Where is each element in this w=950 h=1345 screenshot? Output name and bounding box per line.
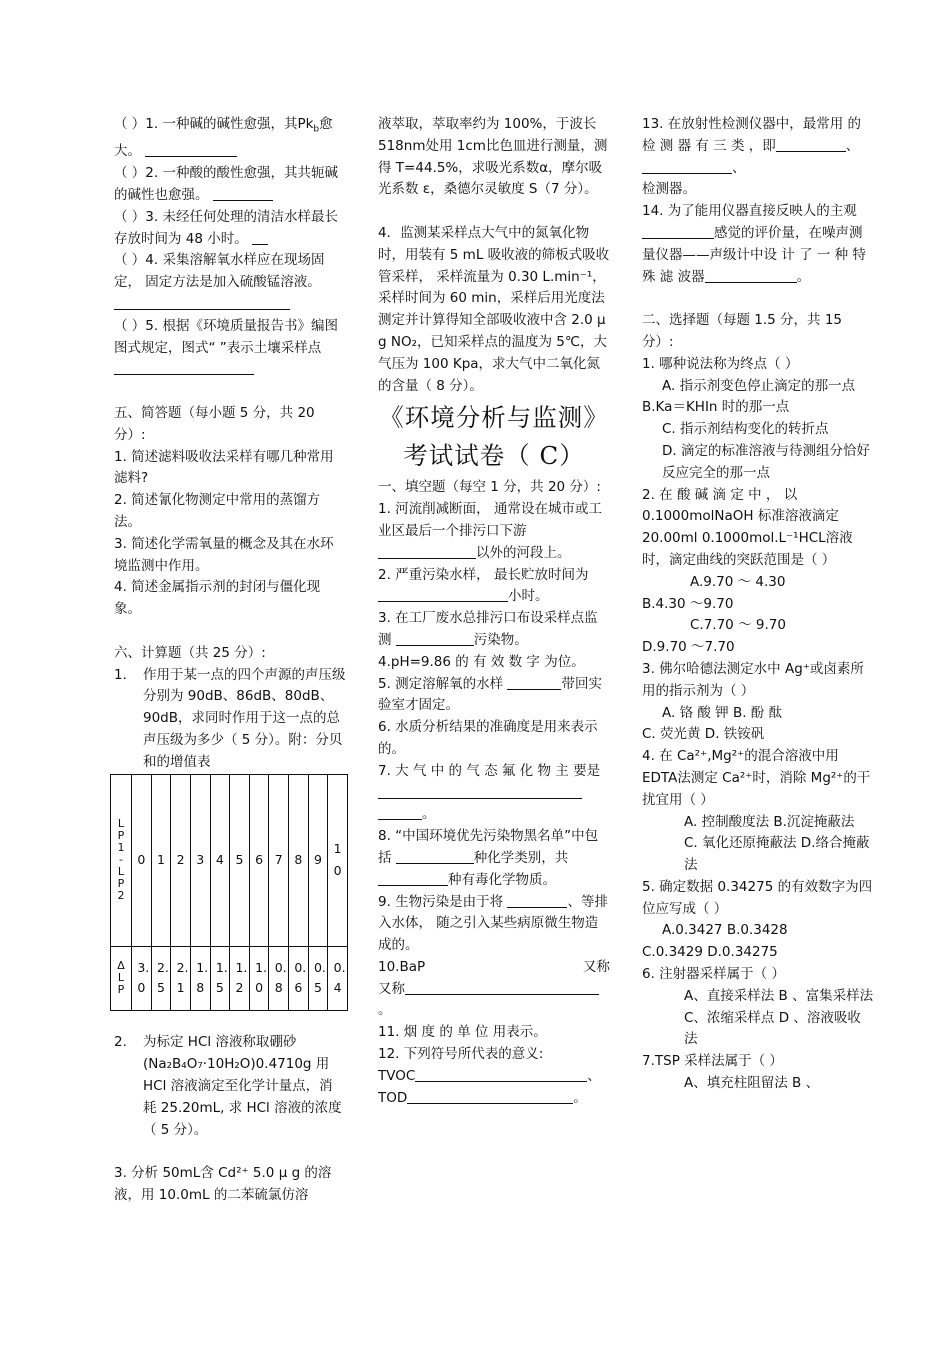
fill-3: 3. 在工厂废水总排污口布设采样点监测 污染物。 <box>378 610 598 648</box>
calc-3-start: 3. 分析 50mL含 Cd²⁺ 5.0 μ g 的溶液，用 10.0mL 的二苯硫氯仿溶 <box>114 1165 332 1203</box>
fill-1: 1. 河流削减断面， 通常设在城市或工业区最后一个排污口下游 以外的河段上。 <box>378 501 602 561</box>
decibel-table <box>110 774 348 1011</box>
table-header-delta-lp: ΔLP <box>111 946 132 1010</box>
table-cell: 3.0 <box>132 946 152 1010</box>
table-cell: 6 <box>249 774 269 946</box>
fill-6: 6. 水质分析结果的准确度是用来表示的。 <box>378 719 598 757</box>
calc-3-continued: 液萃取，萃取率约为 100%，于波长 518nm处用 1cm比色皿进行测量，测得 T=44.5%，求吸光系数α，摩尔吸光系数 ε，桑德尔灵敏度 S（7 分）。 <box>378 116 608 198</box>
choice-2-option-b: B.4.30 ～9.70 <box>642 595 734 612</box>
fill-12: 12. 下列符号所代表的意义: <box>378 1046 544 1063</box>
choice-2-option-d: D.9.70 ～7.70 <box>642 639 735 656</box>
choice-4-options-cd: C. 氧化还原掩蔽法 D.络合掩蔽法 <box>684 835 870 874</box>
table-header-lp-diff: LP1-LP2 <box>111 774 132 946</box>
choice-1-option-c: C. 指示剂结构变化的转折点 <box>662 421 829 438</box>
calc-4: 4．监测某采样点大气中的氮氧化物时，用装有 5 mL 吸收液的筛板式吸收管采样， 采样流量为 0.30 L.min⁻¹，采样时间为 60 min，采样后用光度法测定并计算得知全部吸收液中含 2.0 μ g NO₂，已知采样点的温度为 5℃，大气压为 100 Kpa，求大气中二氧化氮的含量（ 8 分）。 <box>378 224 610 394</box>
table-cell: 10 <box>328 774 348 946</box>
short-answer-3: 3. 简述化学需氧量的概念及其在水环境监测中作用。 <box>114 535 334 574</box>
calc-2: 2. 为标定 HCl 溶液称取硼砂(Na₂B₄O₇·10H₂O)0.4710g 用 HCl 溶液滴定至化学计量点，消耗 25.20mL, 求 HCl 溶液的浓度（ 5 分）。 <box>114 1034 342 1138</box>
table-cell: 1.5 <box>210 946 230 1010</box>
table-cell: 0.4 <box>328 946 348 1010</box>
choice-2-option-c: C.7.70 ～ 9.70 <box>690 617 786 634</box>
fill-13: 13. 在放射性检测仪器中，最常用 的 检 测 器 有 三 类 ，即 、 、 检测器。 <box>642 116 862 198</box>
table-cell: 4 <box>210 774 230 946</box>
choice-7-options-ab: A、填充柱阻留法 B 、 <box>684 1075 820 1092</box>
choice-6-options-cd: C、浓缩采样点 D 、溶液吸收法 <box>684 1009 861 1048</box>
table-cell: 0.6 <box>289 946 309 1010</box>
choice-6-options-ab: A、直接采样法 B 、富集采样法 <box>684 987 874 1004</box>
table-cell: 3 <box>190 774 210 946</box>
section-5-title: 五、简答题（每小题 5 分，共 20 分）: <box>114 405 315 443</box>
judge-2: （ ）2. 一种酸的酸性愈强，其共轭碱的碱性也愈强。 <box>114 165 338 204</box>
table-cell: 5 <box>230 774 250 946</box>
judge-5: （ ）5. 根据《环境质量报告书》编图图式规定，图式“ ”表示土壤采样点 <box>114 316 346 381</box>
table-cell: 1.0 <box>249 946 269 1010</box>
section-2-title: 二、选择题（每题 1.5 分，共 15 分）: <box>642 312 843 350</box>
table-cell: 2.5 <box>151 946 171 1010</box>
table-cell: 0.8 <box>269 946 289 1010</box>
choice-3-options-ab: A. 铬 酸 钾 B. 酚 酞 <box>662 704 783 721</box>
fill-12-tvoc: TVOC 、 <box>378 1067 601 1084</box>
choice-4-options-ab: A. 控制酸度法 B.沉淀掩蔽法 <box>684 813 855 830</box>
table-cell: 1 <box>151 774 171 946</box>
table-cell: 8 <box>289 774 309 946</box>
choice-1-option-d: D. 滴定的标准溶液与待测组分恰好反应完全的那一点 <box>662 442 870 481</box>
short-answer-1: 1. 简述滤料吸收法采样有哪几种常用滤料? <box>114 448 334 487</box>
fill-9: 9. 生物污染是由于将 、等排入水体， 随之引入某些病原微生物造成的。 <box>378 893 608 954</box>
fill-8: 8. “中国环境优先污染物黑名单”中包括 种化学类别，共 种有毒化学物质。 <box>378 828 599 888</box>
choice-5-options-ab: A.0.3427 B.0.3428 <box>662 922 788 939</box>
fill-12-tod: TOD 。 <box>378 1089 587 1106</box>
fill-5: 5. 测定溶解氧的水样 带回实验室才固定。 <box>378 675 602 714</box>
judge-3: （ ）3. 未经任何处理的清洁水样最长存放时间为 48 小时。 <box>114 208 338 247</box>
section-1-title: 一、填空题（每空 1 分，共 20 分）: <box>378 479 601 496</box>
choice-6: 6. 注射器采样属于（ ） <box>642 966 785 983</box>
table-cell: 2.1 <box>171 946 191 1010</box>
choice-1-option-b: B.Ka＝KHIn 时的那一点 <box>642 399 790 416</box>
calc-1: 1. 作用于某一点的四个声源的声压级分别为 90dB、86dB、80dB、90dB，求同时作用于这一点的总声压级为多少（ 5 分）。附：分贝和的增值表 <box>114 666 346 770</box>
table-cell: 7 <box>269 774 289 946</box>
fill-14: 14. 为了能用仪器直接反映人的主观 感觉的评价量，在噪声测量仪器——声级计中设 计 了 一 种 特 殊 滤 波器 。 <box>642 203 866 285</box>
table-cell: 1.2 <box>230 946 250 1010</box>
table-cell: 2 <box>171 774 191 946</box>
exam-title: 《环境分析与监测》考试试卷（ C） <box>379 403 609 471</box>
choice-3-options-cd: C. 荧光黄 D. 铁铵矾 <box>642 726 765 743</box>
choice-1: 1. 哪种说法称为终点（ ） <box>642 355 799 372</box>
choice-2-option-a: A.9.70 ～ 4.30 <box>690 573 786 590</box>
section-6-title: 六、计算题（共 25 分）: <box>114 644 266 661</box>
column-middle <box>378 114 610 1109</box>
choice-1-option-a: A. 指示剂变色停止滴定的那一点 <box>662 377 856 394</box>
choice-3: 3. 佛尔哈德法测定水中 Ag⁺或卤素所用的指示剂为（ ） <box>642 660 864 699</box>
table-cell: 0.5 <box>308 946 328 1010</box>
fill-4: 4.pH=9.86 的 有 效 数 字 为位。 <box>378 653 585 670</box>
table-cell: 9 <box>308 774 328 946</box>
fill-11: 11. 烟 度 的 单 位 用表示。 <box>378 1024 547 1041</box>
choice-5-options-cd: C.0.3429 D.0.34275 <box>642 944 778 961</box>
fill-7: 7. 大 气 中 的 气 态 氟 化 物 主 要是 。 <box>378 762 601 823</box>
fill-2: 2. 严重污染水样， 最长贮放时间为 小时。 <box>378 566 589 605</box>
choice-5: 5. 确定数据 0.34275 的有效数字为四位应写成（ ） <box>642 878 873 917</box>
judge-4: （ ）4. 采集溶解氧水样应在现场固定， 固定方法是加入硫酸锰溶液。 <box>114 250 346 315</box>
short-answer-2: 2. 简述氰化物测定中常用的蒸馏方法。 <box>114 492 321 531</box>
fill-10: 10.BaP 又称 又称。 <box>378 958 610 1019</box>
choice-7: 7.TSP 采样法属于（ ） <box>642 1053 783 1070</box>
table-cell: 1.8 <box>190 946 210 1010</box>
column-left <box>114 114 346 1207</box>
short-answer-4: 4. 简述金属指示剂的封闭与僵化现象。 <box>114 579 321 618</box>
column-right <box>642 114 874 1095</box>
table-cell: 0 <box>132 774 152 946</box>
choice-4: 4. 在 Ca²⁺,Mg²⁺的混合溶液中用EDTA法测定 Ca²⁺时，消除 Mg²⁺的干扰宜用（ ） <box>642 748 871 808</box>
judge-1: （ ）1. 一种碱的碱性愈强，其$Pk_b$愈大。 <box>114 116 333 160</box>
choice-2: 2. 在 酸 碱 滴 定 中 ， 以0.1000molNaOH 标准溶液滴定 20.00ml 0.1000mol.L⁻¹HCL溶液时，滴定曲线的突跃范围是（ ） <box>642 486 853 568</box>
